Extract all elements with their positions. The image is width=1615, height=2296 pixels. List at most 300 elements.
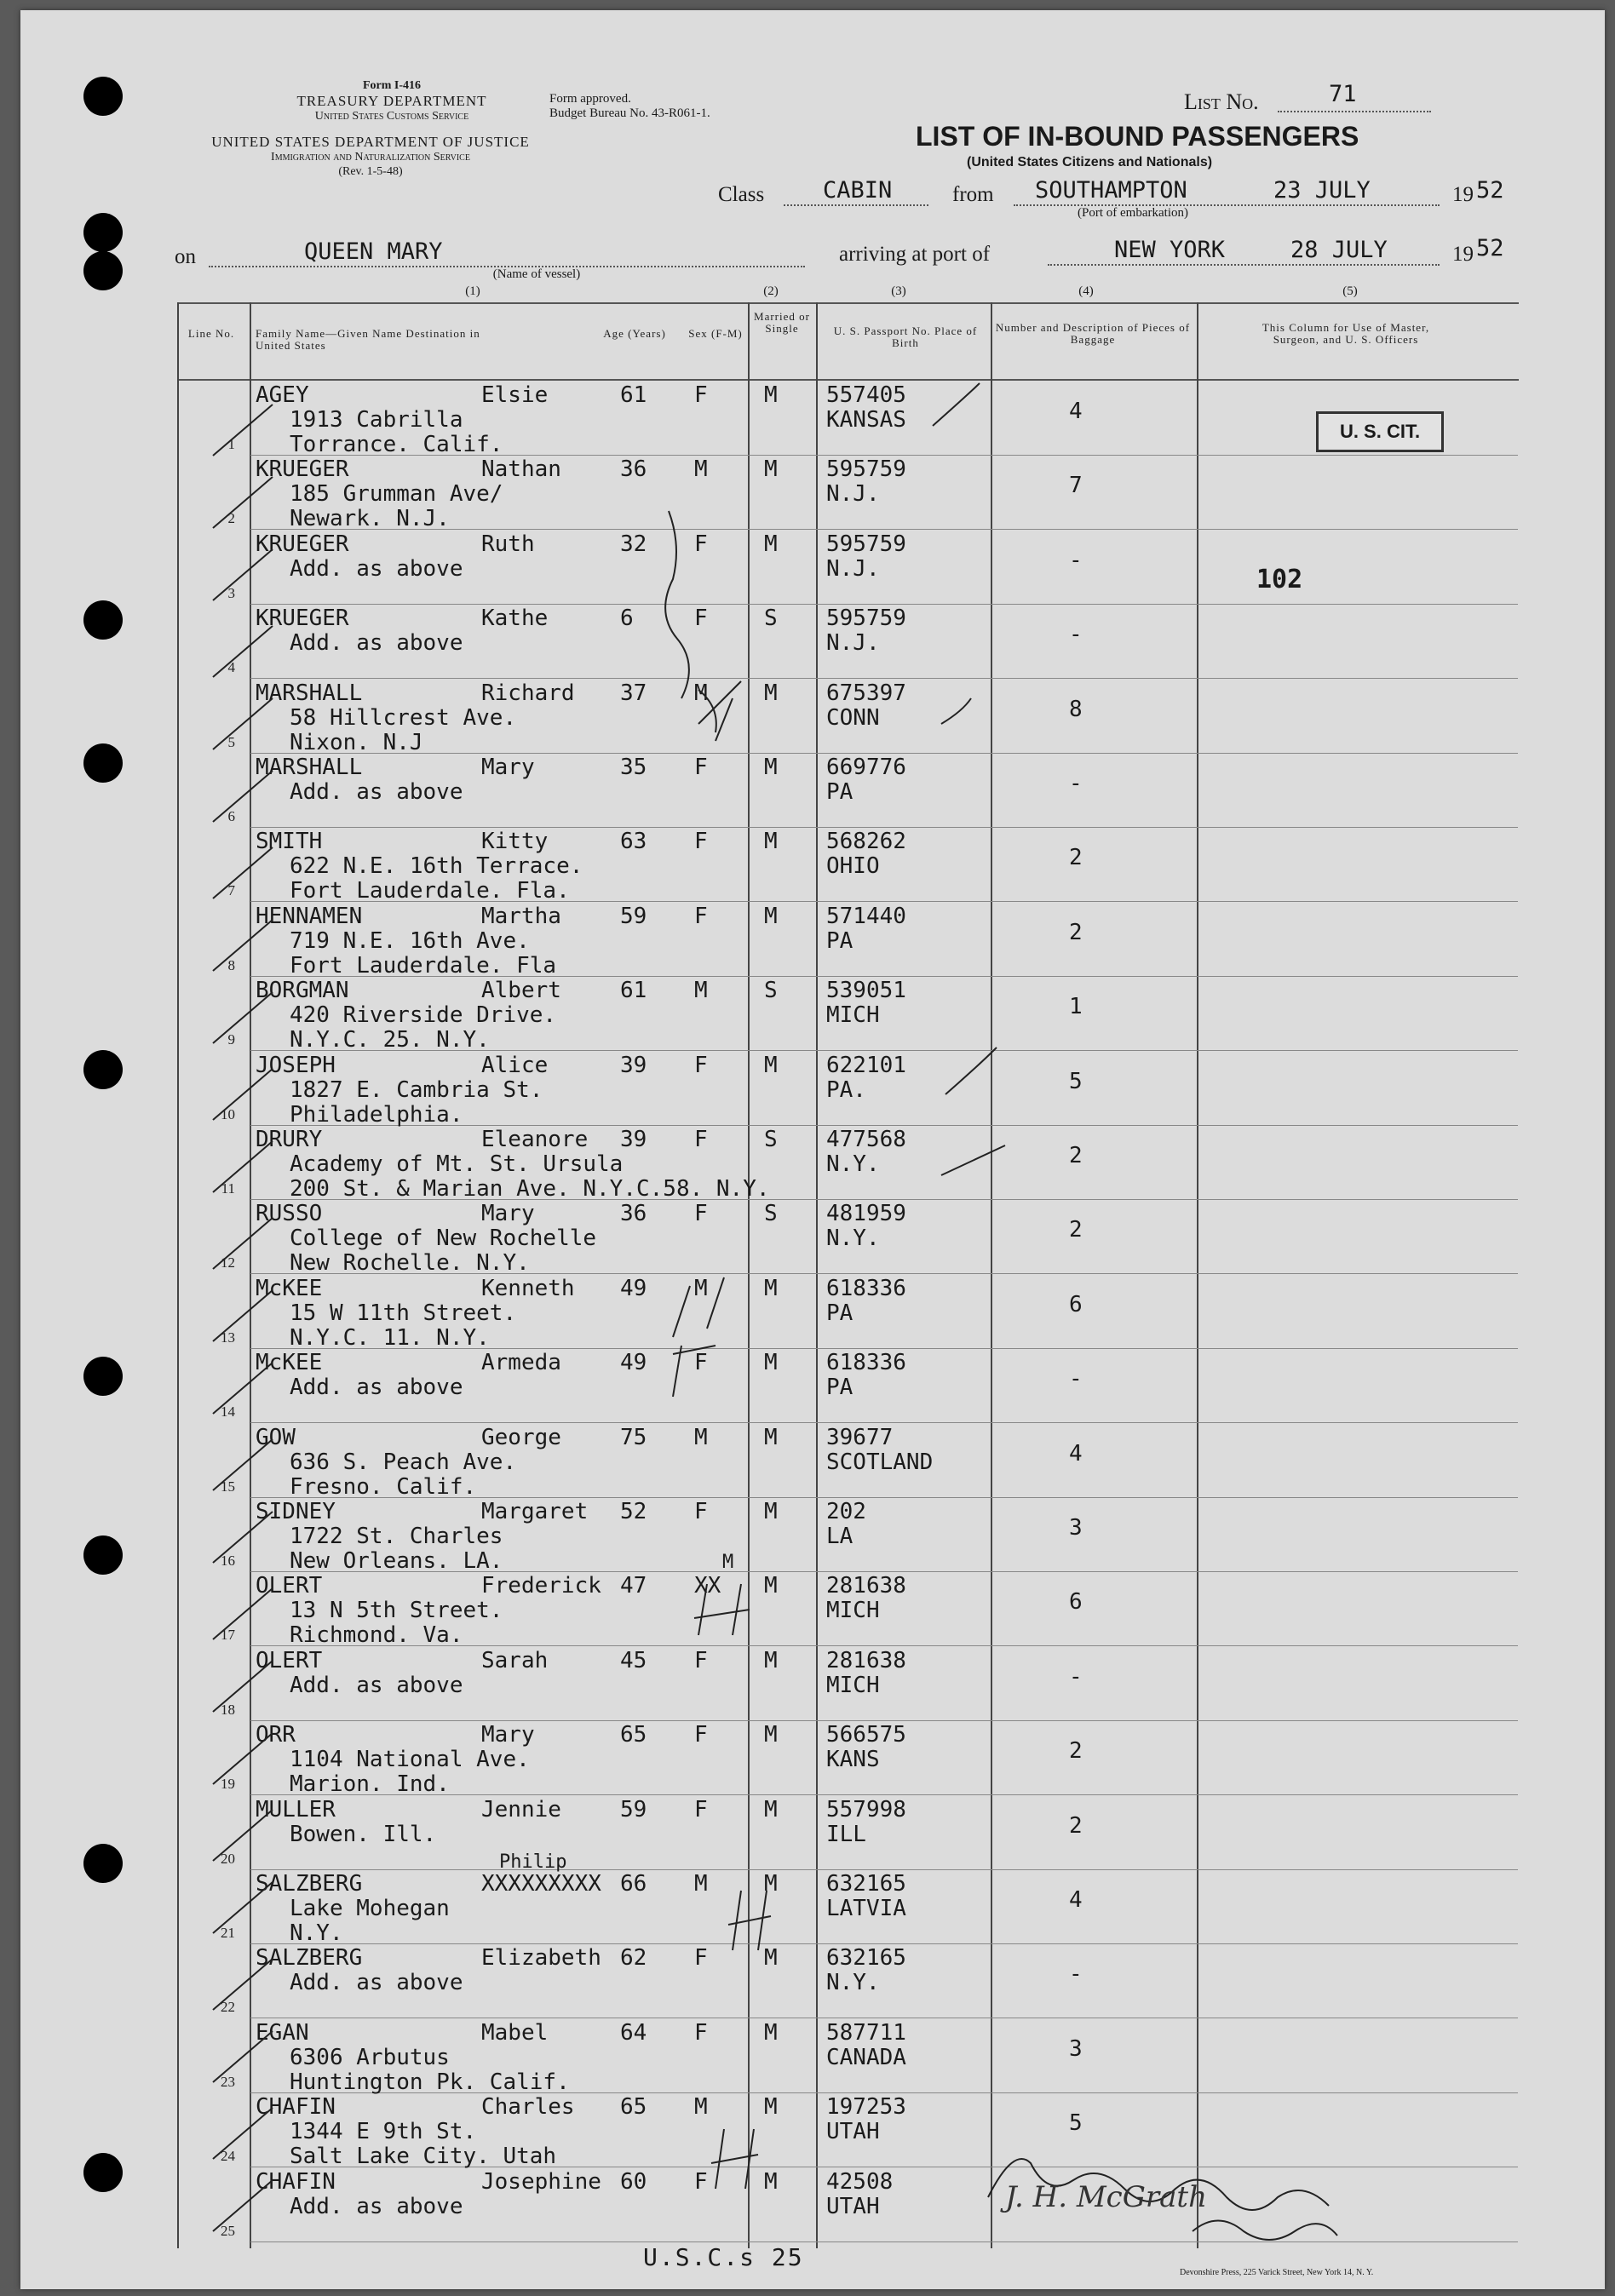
passenger-ms: M — [764, 1573, 778, 1599]
passenger-surname: KRUEGER — [256, 606, 349, 632]
passenger-ms: S — [764, 1127, 778, 1152]
passenger-age: 35 — [620, 755, 647, 780]
passenger-age: 32 — [620, 531, 647, 557]
passenger-given: Elsie — [481, 382, 549, 408]
passenger-addr1: Lake Mohegan — [290, 1896, 450, 1921]
passenger-sex: F — [694, 1722, 708, 1748]
passenger-passport: 595759 — [826, 456, 906, 483]
passenger-addr1: Academy of Mt. St. Ursula — [290, 1151, 624, 1177]
officer-note: 102 — [1256, 565, 1303, 594]
passenger-surname: RUSSO — [256, 1201, 323, 1227]
passenger-sex: F — [694, 1796, 708, 1822]
vessel-note: (Name of vessel) — [492, 267, 581, 281]
line-number: 10 — [221, 1105, 235, 1122]
passenger-ms: M — [764, 2168, 778, 2195]
passenger-age: 59 — [620, 1796, 647, 1822]
passenger-given: George — [481, 1424, 561, 1450]
passenger-passport: 42508 — [826, 2168, 894, 2195]
passenger-ms: M — [764, 1945, 778, 1972]
passenger-ms: S — [764, 978, 778, 1004]
passenger-birth: UTAH — [826, 2119, 880, 2145]
passenger-surname: McKEE — [256, 1275, 323, 1301]
col-number: (2) — [763, 284, 779, 298]
passenger-passport: 568262 — [826, 829, 906, 855]
on-label: on — [175, 245, 196, 268]
passenger-given: Richard — [481, 680, 575, 706]
passenger-birth: KANS — [826, 1747, 880, 1773]
passenger-ms: M — [764, 1052, 778, 1078]
passenger-ms: M — [764, 1350, 778, 1376]
passenger-surname: SMITH — [256, 829, 323, 855]
embark-port: SOUTHAMPTON — [1035, 177, 1187, 204]
punch-hole — [83, 77, 123, 116]
passenger-passport: 481959 — [826, 1201, 906, 1227]
form-approved: Form approved. — [549, 92, 631, 106]
line-number: 2 — [227, 510, 235, 527]
passenger-surname: SIDNEY — [256, 1499, 336, 1524]
passenger-addr2: Fort Lauderdale. Fla — [290, 952, 557, 979]
line-number: 20 — [221, 1850, 235, 1867]
passenger-ms: M — [764, 2019, 778, 2046]
passenger-passport: 566575 — [826, 1722, 906, 1748]
line-number: 7 — [227, 882, 235, 899]
passenger-addr1: 622 N.E. 16th Terrace. — [290, 853, 583, 880]
line-number: 12 — [221, 1254, 235, 1271]
passenger-ms: M — [764, 1647, 778, 1673]
passenger-addr2: Philadelphia. — [290, 1101, 463, 1128]
passenger-ms: M — [764, 1275, 778, 1301]
row-divider — [250, 753, 1518, 754]
passenger-sex: M — [694, 1424, 708, 1450]
passenger-addr1: 1827 E. Cambria St. — [290, 1076, 543, 1103]
us-citizen-stamp: U. S. CIT. — [1316, 411, 1444, 452]
passenger-sex: F — [694, 606, 708, 632]
list-number: 71 — [1329, 81, 1357, 107]
line-number: 4 — [227, 659, 235, 676]
passenger-bags: 2 — [1069, 845, 1083, 871]
passenger-ms: M — [764, 755, 778, 780]
arriving-label: arriving at port of — [839, 243, 991, 266]
passenger-sex: F — [694, 829, 708, 855]
line-number: 21 — [221, 1925, 235, 1941]
punch-hole — [83, 600, 123, 640]
line-number: 11 — [221, 1180, 235, 1197]
passenger-birth: MICH — [826, 1598, 880, 1624]
passenger-sex: F — [694, 1052, 708, 1078]
passenger-age: 39 — [620, 1052, 647, 1078]
passenger-age: 37 — [620, 680, 647, 706]
passenger-given: Kenneth — [481, 1275, 575, 1301]
passenger-bags: 2 — [1069, 1143, 1083, 1168]
passenger-birth: ILL — [826, 1821, 866, 1847]
passenger-ms: M — [764, 680, 778, 706]
punch-hole — [83, 213, 123, 252]
passenger-passport: 557405 — [826, 382, 906, 408]
passenger-passport: 281638 — [826, 1647, 906, 1673]
passenger-birth: N.J. — [826, 481, 880, 508]
passenger-ms: M — [764, 1424, 778, 1450]
row-divider — [250, 1422, 1518, 1423]
passenger-addr1: 58 Hillcrest Ave. — [290, 704, 517, 731]
passenger-bags: 4 — [1069, 399, 1083, 424]
passenger-surname: SALZBERG — [256, 1945, 363, 1972]
passenger-given: Ruth — [481, 531, 535, 557]
line-number: 9 — [227, 1031, 235, 1048]
passenger-passport: 622101 — [826, 1052, 906, 1078]
passenger-birth: SCOTLAND — [826, 1449, 934, 1475]
passenger-sex: M — [694, 680, 708, 706]
row-divider — [250, 827, 1518, 828]
table-top-border — [177, 302, 1519, 304]
punch-hole — [83, 1844, 123, 1883]
header-name: Family Name—Given Name Destination in United States — [256, 327, 480, 352]
passenger-sex: F — [694, 1945, 708, 1972]
passenger-given: Nathan — [481, 456, 561, 483]
passenger-bags: 2 — [1069, 1217, 1083, 1243]
passenger-surname: OLERT — [256, 1573, 323, 1599]
passenger-sex: M — [694, 2094, 708, 2121]
passenger-birth: PA — [826, 927, 853, 954]
passenger-sex: F — [694, 1127, 708, 1152]
passenger-age: 36 — [620, 456, 647, 483]
passenger-given: XXXXXXXXX — [481, 1871, 601, 1897]
row-divider — [250, 2241, 1518, 2242]
passenger-passport: 477568 — [826, 1127, 906, 1152]
passenger-passport: 281638 — [826, 1573, 906, 1599]
passenger-passport: 618336 — [826, 1275, 906, 1301]
passenger-bags: 8 — [1069, 696, 1083, 722]
revision-date: (Rev. 1-5-48) — [338, 165, 403, 178]
row-divider — [250, 604, 1518, 605]
passenger-addr2: New Orleans. LA. — [290, 1548, 503, 1574]
passenger-birth: MICH — [826, 1672, 880, 1698]
treasury-department: TREASURY DEPARTMENT — [296, 93, 487, 109]
passenger-bags: 2 — [1069, 1738, 1083, 1765]
passenger-addr2: N.Y.C. 11. N.Y. — [290, 1324, 490, 1351]
line-number: 15 — [221, 1478, 235, 1495]
passenger-birth: LA — [826, 1524, 853, 1549]
passenger-surname: CHAFIN — [256, 2168, 336, 2195]
passenger-surname: JOSEPH — [256, 1052, 336, 1078]
row-divider — [250, 1943, 1518, 1944]
passenger-bags: 7 — [1069, 473, 1083, 499]
passenger-age: 75 — [620, 1424, 647, 1450]
passenger-surname: BORGMAN — [256, 978, 349, 1004]
arrival-line — [1048, 264, 1440, 266]
col-number: (4) — [1078, 284, 1094, 298]
line-number: 1 — [227, 436, 235, 452]
passenger-birth: KANSAS — [826, 407, 906, 433]
passenger-sex: F — [694, 1499, 708, 1524]
passenger-given: Charles — [481, 2094, 575, 2121]
arrival-port: NEW YORK — [1114, 237, 1226, 263]
passenger-birth: N.Y. — [826, 1151, 880, 1177]
punch-hole — [83, 251, 123, 290]
passenger-sex: F — [694, 531, 708, 557]
passenger-passport: 632165 — [826, 1945, 906, 1972]
passenger-bags: 5 — [1069, 2110, 1083, 2137]
passenger-addr1: 15 W 11th Street. — [290, 1300, 517, 1326]
punch-hole — [83, 743, 123, 783]
passenger-addr2: Salt Lake City. Utah — [290, 2144, 557, 2170]
passenger-birth: CONN — [826, 704, 880, 731]
passenger-age: 61 — [620, 382, 647, 408]
passenger-addr1: Add. as above — [290, 1375, 463, 1401]
passenger-bags: - — [1069, 547, 1083, 573]
passenger-ms: M — [764, 456, 778, 483]
passenger-given: Albert — [481, 978, 561, 1004]
passenger-birth: PA — [826, 1300, 853, 1326]
year-prefix: 19 — [1452, 243, 1474, 266]
passenger-age: 62 — [620, 1945, 647, 1972]
col-divider — [748, 302, 750, 2248]
punch-hole — [83, 1357, 123, 1396]
footer-code: U.S.C.s 25 — [643, 2243, 804, 2271]
punch-hole — [83, 1535, 123, 1575]
passenger-sex: XX — [694, 1573, 721, 1599]
passenger-ms: M — [764, 2094, 778, 2121]
passenger-addr1: Add. as above — [290, 630, 463, 657]
passenger-age: 59 — [620, 903, 647, 929]
passenger-bags: 5 — [1069, 1068, 1083, 1094]
col-number: (5) — [1342, 284, 1358, 298]
passenger-passport: 595759 — [826, 531, 906, 557]
passenger-given: Martha — [481, 903, 561, 929]
header-sex: Sex (F-M) — [688, 327, 743, 340]
passenger-addr1: 1722 St. Charles — [290, 1524, 503, 1549]
passenger-surname: SALZBERG — [256, 1871, 363, 1897]
passenger-sex: F — [694, 903, 708, 929]
passenger-addr1: 719 N.E. 16th Ave. — [290, 927, 530, 954]
passenger-addr1: 636 S. Peach Ave. — [290, 1449, 517, 1475]
passenger-surname: MARSHALL — [256, 680, 363, 706]
row-divider — [250, 1720, 1518, 1721]
col-divider — [250, 302, 251, 2248]
col-divider — [177, 302, 179, 2248]
passenger-bags: - — [1069, 1366, 1083, 1392]
passenger-age: 60 — [620, 2168, 647, 2195]
passenger-bags: 1 — [1069, 994, 1083, 1020]
passenger-surname: McKEE — [256, 1350, 323, 1376]
class-label: Class — [718, 183, 765, 206]
col-divider — [991, 302, 992, 2248]
passenger-surname: ORR — [256, 1722, 296, 1748]
from-label: from — [952, 183, 994, 206]
passenger-sex: F — [694, 2019, 708, 2046]
passenger-given: Mary — [481, 1201, 535, 1227]
passenger-ms: S — [764, 606, 778, 632]
passenger-ms: M — [764, 1796, 778, 1822]
passenger-age: 6 — [620, 606, 634, 632]
embark-year: 52 — [1476, 177, 1504, 204]
col-divider — [816, 302, 818, 2248]
passenger-ms: M — [764, 531, 778, 557]
passenger-addr1: 1913 Cabrilla — [290, 407, 463, 433]
line-number: 3 — [227, 584, 235, 601]
passenger-surname: OLERT — [256, 1647, 323, 1673]
passenger-passport: 669776 — [826, 755, 906, 780]
given-name-correction: Philip — [499, 1851, 567, 1873]
passenger-given: Kitty — [481, 829, 549, 855]
passenger-surname: DRURY — [256, 1127, 323, 1152]
passenger-passport: 197253 — [826, 2094, 906, 2121]
header-passport: U. S. Passport No. Place of Birth — [833, 324, 978, 349]
passenger-age: 63 — [620, 829, 647, 855]
passenger-given: Josephine — [481, 2168, 601, 2195]
passenger-surname: MULLER — [256, 1796, 336, 1822]
punch-hole — [83, 1050, 123, 1089]
page-subtitle: (United States Citizens and Nationals) — [967, 155, 1213, 169]
passenger-age: 65 — [620, 2094, 647, 2121]
line-number: 8 — [227, 956, 235, 973]
passenger-addr1: 1344 E 9th St. — [290, 2119, 477, 2145]
passenger-sex: M — [694, 1275, 708, 1301]
line-number: 5 — [227, 733, 235, 750]
passenger-age: 49 — [620, 1275, 647, 1301]
passenger-surname: EGAN — [256, 2019, 309, 2046]
passenger-addr1: Add. as above — [290, 555, 463, 582]
passenger-addr2: Newark. N.J. — [290, 506, 450, 532]
passenger-age: 49 — [620, 1350, 647, 1376]
passenger-addr2: Torrance. Calif. — [290, 432, 503, 457]
passenger-birth: UTAH — [826, 2193, 880, 2219]
passenger-bags: 6 — [1069, 1589, 1083, 1616]
passenger-age: 45 — [620, 1647, 647, 1673]
passenger-addr2: Fresno. Calif. — [290, 1473, 477, 1500]
passenger-bags: - — [1069, 622, 1083, 648]
passenger-addr2: Marion. Ind. — [290, 1771, 450, 1798]
passenger-birth: N.Y. — [826, 1970, 880, 1996]
line-number: 14 — [221, 1403, 235, 1421]
passenger-addr1: Bowen. Ill. — [290, 1821, 437, 1847]
passenger-given: Elizabeth — [481, 1945, 601, 1972]
passenger-age: 39 — [620, 1127, 647, 1152]
passenger-addr2: Richmond. Va. — [290, 1622, 463, 1649]
passenger-bags: 2 — [1069, 1812, 1083, 1839]
passenger-addr1: 1104 National Ave. — [290, 1747, 530, 1773]
passenger-bags: 6 — [1069, 1291, 1083, 1317]
list-label: List No. — [1184, 89, 1259, 114]
line-number: 23 — [221, 2073, 235, 2090]
passenger-addr2: Nixon. N.J — [290, 729, 423, 755]
passenger-ms: S — [764, 1201, 778, 1227]
passenger-birth: N.J. — [826, 555, 880, 582]
col-number: (1) — [465, 284, 480, 298]
passenger-age: 36 — [620, 1201, 647, 1227]
passenger-bags: 4 — [1069, 1440, 1083, 1467]
sex-correction: M — [722, 1552, 734, 1573]
passenger-age: 47 — [620, 1573, 647, 1599]
passenger-addr2: 200 St. & Marian Ave. N.Y.C.58. N.Y. — [290, 1176, 770, 1202]
passenger-age: 52 — [620, 1499, 647, 1524]
header-officers: This Column for Use of Master, Surgeon, and U. S. Officers — [1262, 321, 1430, 346]
form-number: Form I-416 — [362, 79, 422, 92]
passenger-passport: 539051 — [826, 978, 906, 1004]
class-value: CABIN — [823, 177, 893, 204]
embark-date: 23 JULY — [1273, 177, 1371, 204]
page-title: LIST OF IN-BOUND PASSENGERS — [916, 121, 1359, 152]
passenger-surname: AGEY — [256, 382, 309, 408]
header-age: Age (Years) — [603, 327, 666, 340]
passenger-birth: N.Y. — [826, 1225, 880, 1252]
passenger-addr2: Huntington Pk. Calif. — [290, 2069, 570, 2095]
passenger-given: Alice — [481, 1052, 549, 1078]
header-married: Married or Single — [754, 310, 810, 335]
passenger-addr1: 185 Grumman Ave/ — [290, 481, 503, 508]
passenger-birth: PA. — [826, 1076, 866, 1103]
passenger-bags: 3 — [1069, 1515, 1083, 1541]
passenger-passport: 618336 — [826, 1350, 906, 1376]
passenger-age: 66 — [620, 1871, 647, 1897]
passenger-addr1: 13 N 5th Street. — [290, 1598, 503, 1624]
passenger-given: Eleanore — [481, 1127, 589, 1152]
passenger-given: Sarah — [481, 1647, 549, 1673]
passenger-bags: - — [1069, 1663, 1083, 1690]
passenger-age: 64 — [620, 2019, 647, 2046]
passenger-birth: N.J. — [826, 630, 880, 657]
line-number: 24 — [221, 2148, 235, 2165]
passenger-bags: - — [1069, 771, 1083, 796]
passenger-given: Mabel — [481, 2019, 549, 2046]
passenger-addr1: 6306 Arbutus — [290, 2044, 450, 2070]
passenger-bags: 2 — [1069, 919, 1083, 945]
passenger-passport: 675397 — [826, 680, 906, 706]
arrival-date: 28 JULY — [1290, 237, 1388, 263]
line-number: 17 — [221, 1627, 235, 1644]
passenger-sex: M — [694, 456, 708, 483]
passenger-ms: M — [764, 1722, 778, 1748]
passenger-sex: M — [694, 1871, 708, 1897]
list-number-line — [1278, 111, 1431, 112]
row-divider — [250, 1869, 1518, 1870]
row-divider — [250, 678, 1518, 679]
passenger-age: 65 — [620, 1722, 647, 1748]
passenger-ms: M — [764, 903, 778, 929]
passenger-given: Margaret — [481, 1499, 589, 1524]
passenger-ms: M — [764, 382, 778, 408]
passenger-sex: M — [694, 978, 708, 1004]
passenger-ms: M — [764, 1499, 778, 1524]
passenger-given: Frederick — [481, 1573, 601, 1599]
passenger-birth: PA — [826, 1375, 853, 1401]
passenger-bags: 4 — [1069, 1887, 1083, 1913]
passenger-surname: KRUEGER — [256, 456, 349, 483]
passenger-addr1: 420 Riverside Drive. — [290, 1002, 557, 1029]
passenger-birth: PA — [826, 779, 853, 805]
passenger-ms: M — [764, 829, 778, 855]
passenger-sex: F — [694, 755, 708, 780]
passenger-passport: 632165 — [826, 1871, 906, 1897]
passenger-passport: 557998 — [826, 1796, 906, 1822]
passenger-passport: 571440 — [826, 903, 906, 929]
passenger-surname: CHAFIN — [256, 2094, 336, 2121]
printer-credit: Devonshire Press, 225 Varick Street, New York 14, N. Y. — [1180, 2268, 1374, 2277]
class-line — [784, 204, 928, 206]
line-number: 19 — [221, 1776, 235, 1793]
passenger-age: 61 — [620, 978, 647, 1004]
passenger-sex: F — [694, 1647, 708, 1673]
passenger-passport: 202 — [826, 1499, 866, 1524]
punch-hole — [83, 2153, 123, 2192]
budget-bureau: Budget Bureau No. 43-R061-1. — [549, 106, 710, 120]
vessel-name: QUEEN MARY — [304, 238, 443, 265]
passenger-surname: MARSHALL — [256, 755, 363, 780]
passenger-birth: CANADA — [826, 2044, 906, 2070]
header-baggage: Number and Description of Pieces of Baggage — [995, 321, 1191, 346]
passenger-sex: F — [694, 1350, 708, 1376]
passenger-passport: 587711 — [826, 2019, 906, 2046]
passenger-sex: F — [694, 1201, 708, 1227]
